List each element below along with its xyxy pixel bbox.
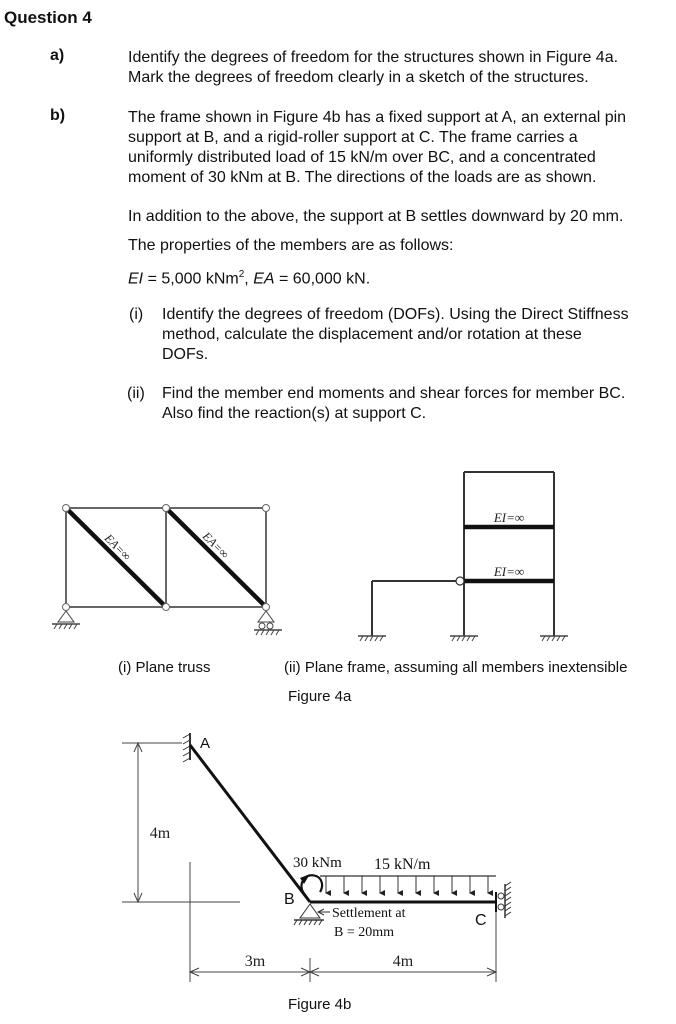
ea-value: = 60,000 kN.	[274, 270, 371, 288]
ei-symbol: EI	[128, 270, 144, 288]
sub-i-line-3: DOFs.	[162, 346, 209, 363]
props-separator: ,	[244, 270, 254, 288]
height-dimension	[122, 743, 240, 902]
truss-joint	[63, 505, 70, 512]
truss-pin-support	[52, 611, 80, 629]
caption-figure-4b: Figure 4b	[288, 996, 352, 1013]
sub-ii-line-2: Also find the reaction(s) at support C.	[162, 405, 427, 422]
pin-support-b	[294, 904, 324, 925]
truss-ea-label-1: EA=∞	[101, 531, 134, 564]
truss-joint	[63, 604, 70, 611]
part-a-line-1: Identify the degrees of freedom for the structures shown in Figure 4a.	[128, 49, 619, 66]
sub-ii-text	[162, 384, 625, 424]
udl-label: 15 kN/m	[374, 856, 431, 873]
sub-i-line-1: Identify the degrees of freedom (DOFs). Using the Direct Stiffness	[162, 306, 629, 323]
sub-i-text	[162, 305, 629, 365]
span-ab-label: 3m	[244, 953, 266, 970]
part-b-line-4: moment of 30 kNm at B. The directions of the loads are as shown.	[128, 169, 597, 186]
truss-joint	[163, 604, 170, 611]
caption-plane-truss: (i) Plane truss	[118, 659, 211, 676]
roller-support-c	[496, 882, 511, 918]
truss-joint	[263, 604, 270, 611]
frame-ei-label-2: EI=∞	[493, 564, 525, 579]
span-bc-label: 4m	[392, 953, 414, 970]
part-b-paragraph-1	[128, 108, 626, 188]
label-a: A	[200, 735, 211, 752]
truss-joint	[163, 505, 170, 512]
part-b-line-3: uniformly distributed load of 15 kN/m over BC, and a concentrated	[128, 149, 596, 166]
udl-arrows	[326, 876, 488, 893]
truss-joint	[263, 505, 270, 512]
member-ab	[190, 745, 310, 902]
label-b: B	[284, 891, 295, 908]
sub-ii-line-1: Find the member end moments and shear forces for member BC.	[162, 385, 626, 402]
udl-load	[320, 876, 496, 893]
frame-ei-label-1: EI=∞	[493, 510, 525, 525]
frame-fixed-supports	[358, 636, 568, 641]
truss-rigid-diagonal-2	[166, 508, 266, 607]
part-b-line-1: The frame shown in Figure 4b has a fixed support at A, an external pin	[128, 109, 627, 126]
sub-i-label: (i)	[129, 306, 144, 323]
part-b-label: b)	[50, 107, 66, 124]
part-b-line-2: support at B, and a rigid-roller support at C. The frame carries a	[128, 129, 578, 146]
part-b-paragraph-3: The properties of the members are as follows:	[128, 237, 454, 254]
figure-4b-drawing	[0, 725, 676, 995]
fixed-support-a	[183, 733, 190, 762]
settlement-arrow	[318, 909, 330, 915]
member-properties	[128, 265, 370, 289]
moment-label: 30 kNm	[293, 855, 342, 871]
plane-truss	[52, 505, 282, 636]
ea-symbol: EA	[253, 270, 275, 288]
frame-internal-hinge	[456, 577, 464, 585]
truss-ea-label-2: EA=∞	[199, 529, 232, 562]
caption-figure-4a: Figure 4a	[288, 688, 352, 705]
ei-exponent: 2	[238, 269, 245, 280]
sub-i-line-2: method, calculate the displacement and/or rotation at these	[162, 326, 582, 343]
figure-4a-drawing	[0, 460, 676, 650]
label-c: C	[475, 912, 487, 929]
part-a-label: a)	[50, 47, 65, 64]
moment-arrow	[300, 874, 322, 896]
plane-frame	[358, 472, 568, 641]
span-dimension	[190, 968, 496, 976]
height-dimension-label: 4m	[149, 825, 171, 842]
part-b-paragraph-2: In addition to the above, the support at B settles downward by 20 mm.	[128, 208, 624, 225]
sub-ii-label: (ii)	[127, 385, 145, 402]
caption-plane-frame: (ii) Plane frame, assuming all members inextensible	[284, 659, 628, 676]
question-title: Question 4	[4, 8, 92, 27]
part-a-line-2: Mark the degrees of freedom clearly in a sketch of the structures.	[128, 69, 589, 86]
ei-value: = 5,000 kNm	[143, 270, 239, 288]
truss-rigid-diagonal-1	[66, 508, 166, 607]
truss-roller-support	[254, 611, 282, 635]
settlement-label-1: Settlement at	[332, 906, 406, 921]
part-a-text	[128, 48, 618, 88]
settlement-label-2: B = 20mm	[334, 925, 395, 940]
